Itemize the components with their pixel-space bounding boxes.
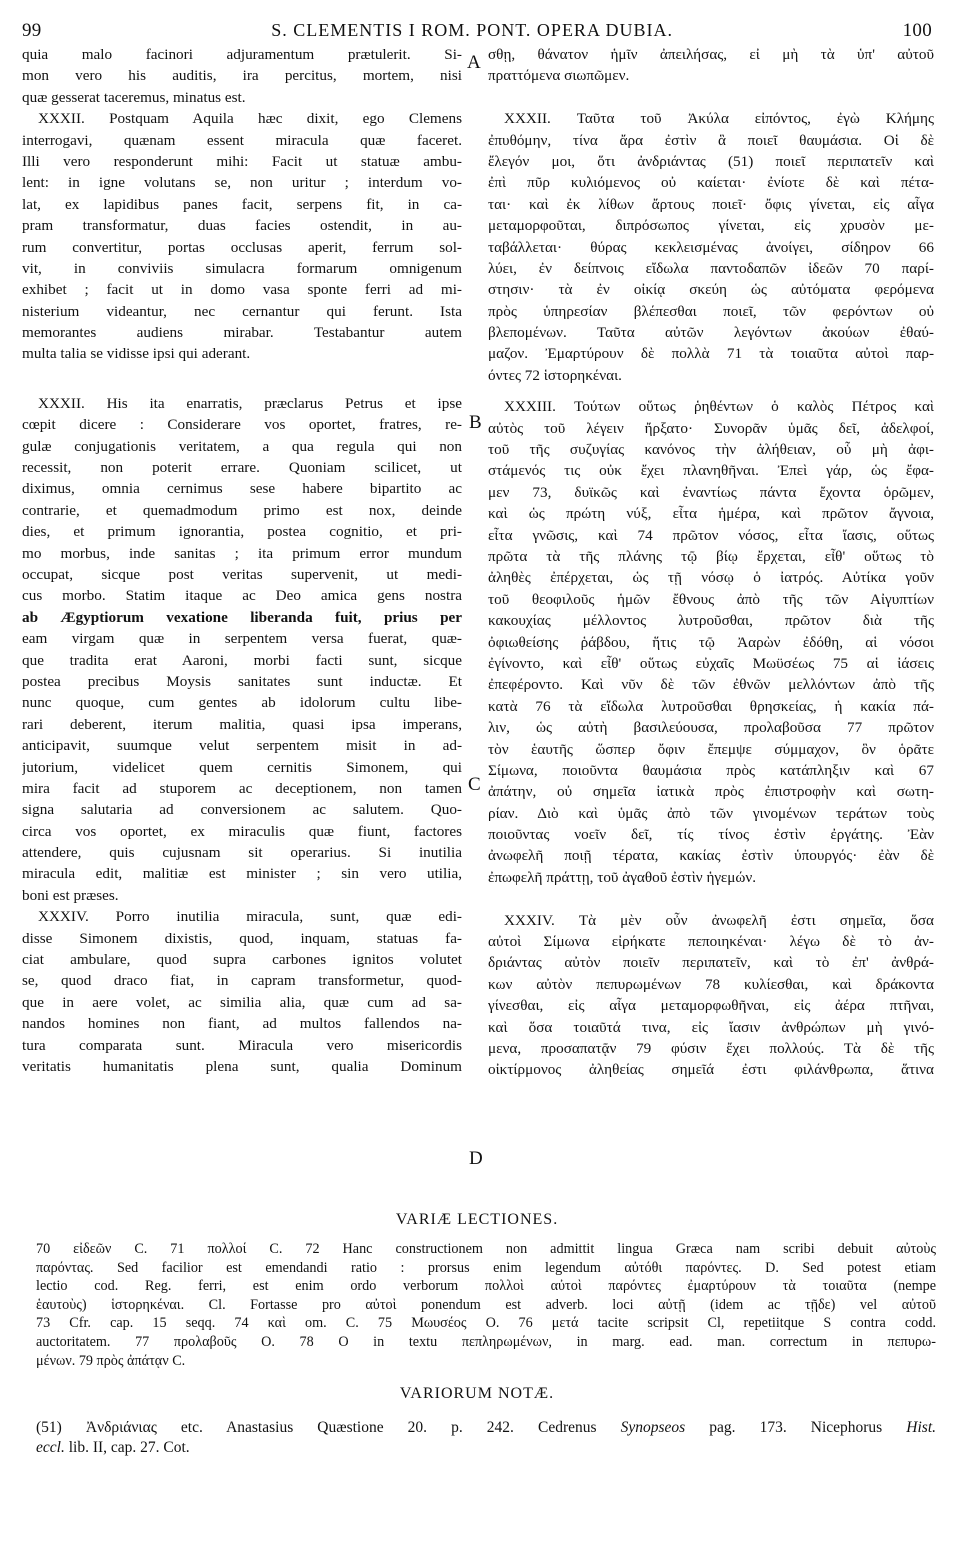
page-header <box>22 20 932 46</box>
latin-paragraph-3 <box>22 393 462 906</box>
text-line: XXXII. Ταῦτα τοῦ Ἀκύλα εἰπόντος, ἐγὼ Κλήμης <box>504 110 934 128</box>
text-line: interrogavi, quænam essent miracula quæ faceret. <box>22 131 462 149</box>
variae-lectiones-heading: VARIÆ LECTIONES. <box>395 1211 559 1228</box>
text-line: τοῦ θεοφιλοῦς ἡμῶν ἔθνους ἀπὸ τῆς τῶν Αἰγυπτίων <box>488 590 934 608</box>
variorum-notae-heading: VARIORUM NOTÆ. <box>399 1385 555 1402</box>
text-line: lat, ex lapidibus panes facit, serpens fit, in ca- <box>22 195 462 213</box>
text-line: gulæ conjugationis veritatem, a qua regula qui non <box>22 437 462 455</box>
text-line: contrarie, et quemadmodum primo est nox, deinde <box>22 501 462 519</box>
text-line: miracula edit, malitiæ est minister ; sin vero utilia, <box>22 865 462 883</box>
text-line: αὐτοὶ Σίμωνα εἰρήκατε πεποιηκέναι· λέγω δὲ τὸ ἀν- <box>488 933 934 951</box>
greek-paragraph-1 <box>488 44 934 87</box>
text-line: rum convertitur, portas occlusas aperit, ferrum sol- <box>22 238 462 256</box>
text-line: λιν, ὡς αὐτὴ βασιλεύουσα, προλαβοῦσα 77 πρῶτον <box>488 719 934 737</box>
text-line: μενα, προσαπατᾷν 79 φύσιν ἔχει πολλούς. Τὰ δὲ τῆς <box>488 1039 934 1057</box>
text-line: XXXIV. Porro inutilia miracula, sunt, quæ edi- <box>38 908 462 926</box>
latin-paragraph-1 <box>22 44 462 108</box>
text-line: ciat ambulare, quod supra carbones ignitos volutet <box>22 951 462 969</box>
text-line: εἶτα γνῶσις, καὶ 74 πρῶτον νόσος, εἶτα ἴασις, οὕτως <box>488 526 934 544</box>
note-line: 70 εἰδεῶν C. 71 πολλοί C. 72 Hanc constructionem non admittit lingua Græca nam scribi debuit αὐτοὺς <box>36 1241 936 1257</box>
text-line: ρίαν. Διὸ καὶ ὑμᾶς ἀπὸ τῶν γινομένων τεράτων τοὺς <box>488 804 934 822</box>
text-line: que in aere volet, ac similia alia, quæ cum ad sa- <box>22 993 462 1011</box>
text-line: disse Simonem dixistis, quod, inquam, statuas fa- <box>22 929 462 947</box>
text-line: nisterium videantur, nec cernantur qui ferunt. Ista <box>22 302 462 320</box>
text-line: ἐπεφέροντο. Καὶ νῦν δὲ τῶν ἐθνῶν μελλόντων ἀπὸ τῆς <box>488 676 934 694</box>
text-line: τοῦ τῆς συζυγίας κανόνος τὴν ἀλήθειαν, οὗ μὴ ἀφι- <box>488 441 934 459</box>
text-line: μεταμορφοῦται, διπρόσωπος γίνεται, εἰς χρυσὸν με- <box>488 217 934 235</box>
text-line: cœpit dicere : Considerare vos oportet, fratres, re- <box>22 416 462 434</box>
text-line: vit, in conviviis simulacra formarum omnigenum <box>22 259 462 277</box>
note-line: παρόντας. Sed facilior est emendandi ratio : prorsus enim legendum αὐτόθι παρόντες. D. Sed potest etiam <box>36 1259 936 1276</box>
text-line: XXXII. His ita enarratis, præclarus Petrus et ipse <box>38 394 462 412</box>
text-line: πρῶτα τὰ τῆς πλάνης τῷ βίῳ ἔρχεται, εἶθ' οὕτως τὸ <box>488 547 934 565</box>
latin-column <box>22 44 462 1077</box>
text-line: ἐπυθόμην, τίνα ἄρα ἐστὶν ἃ ποιεῖ θαυμάσια. Οἱ δὲ <box>488 131 934 149</box>
text-line: όντες 72 ἱστορηκέναι. <box>488 366 622 384</box>
text-line: exhibet ; facit ut in domo vasa sponte ferri ad mi- <box>22 281 462 299</box>
text-line: ταβάλλεται· θύρας κεκλεισμένας ἀνοίγει, σίδηρον 66 <box>488 238 934 256</box>
text-line: ἐγίνοντο, καὶ εἶθ' οὕτως εὐχαῖς Μωϋσέως 75 αἱ ἰάσεις <box>488 654 934 672</box>
text-line: XXXIII. Τούτων οὕτως ῥηθέντων ὁ καλὸς Πέτρος καὶ <box>504 398 934 416</box>
text-line: jutorium, videlicet quem cernitis Simonem, qui <box>22 758 462 776</box>
text-line: eam virgam quæ in serpentem versa fuerat, quæ- <box>22 630 462 648</box>
text-line: multa talia se vidisse ipsi qui aderant. <box>22 345 251 363</box>
margin-letter-a: A <box>467 52 481 73</box>
text-line: mira facit ad stuporem ac deceptionem, non tamen <box>22 779 462 797</box>
text-line: σθῃ, θάνατον ἡμῖν ἀπειλήσας, εἰ μὴ τὰ ὑπ' αὐτοῦ <box>488 46 934 63</box>
latin-paragraph-2 <box>22 108 462 365</box>
latin-paragraph-4 <box>22 906 462 1077</box>
text-line: postea precibus Moysis sanitates sunt inductæ. Et <box>22 672 462 690</box>
note-line: ἑαυτοὺς) ἱστορηκέναι. Cl. Fortasse pro αὐτοὶ ponendum est adverb. loci αὐτῇ (idem ac τῇδε) vel αὐτοῦ <box>36 1296 936 1313</box>
text-line: βλεπομένων. Ταῦτα αὐτῶν λεγόντων ἀκούων ἐθαύ- <box>488 324 934 342</box>
text-line: γίνεσθαι, εἰς αἶγα μεταμορφωθῆναι, εἰς ἀέρα πτῆναι, <box>488 997 934 1015</box>
note-line: auctoritatem. 77 προλαβοῦς O. 78 O in textu πεπληρωμένων, in marg. ead. man. correctum in πεπυρω- <box>36 1333 936 1350</box>
greek-paragraph-3 <box>488 396 934 888</box>
text-line: boni est præses. <box>22 886 119 904</box>
text-line: κων αὐτὸν πεπυρωμένων 78 κυλίεσθαι, καὶ δράκοντα <box>488 975 934 993</box>
text-line: πρὸς ὑπηρεσίαν βλέπεσθαι ποιεῖ, τῶν φερόντων οὐ <box>488 302 934 320</box>
text-line: κατὰ 76 τὰ εἴδωλα λυτροῦσθαι θρησκείας, ἡ κακία πά- <box>488 697 934 715</box>
text-line: quæ gesserat taceremus, minatus est. <box>22 88 246 106</box>
text-line: mon vero his auditis, ira percitus, mortem, nisi <box>22 67 462 85</box>
note-line: 73 Cfr. cap. 15 seqq. 74 καὶ om. C. 75 Μωυσέος O. 76 μετά tacite scripsit Cl, repetiitque S contra codd. <box>36 1315 936 1332</box>
text-line: nunc quoque, cum gentes ab idolorum cultu libe- <box>22 694 462 712</box>
page-number-right: 100 <box>902 20 932 41</box>
text-line: XXXII. Postquam Aquila hæc dixit, ego Clemens <box>38 110 462 128</box>
text-line: cus morbo. Statim itaque ac Deo amica gens nostra <box>22 587 462 605</box>
greek-column <box>488 44 934 1081</box>
text-line: πραττόμενα σιωπῶμεν. <box>488 67 630 85</box>
margin-letter-d: D <box>469 1148 483 1169</box>
text-line: signa salutaria ad conversionem ac salutem. Quo- <box>22 801 462 819</box>
text-line: μαζον. Ἐμαρτύρουν δὲ πολλὰ 71 τὰ τοιαῦτα αὐτοὶ παρ- <box>488 345 934 363</box>
text-line: αὐτὸς τοῦ λέγειν ἤρξατο· Συνορᾶν ὑμᾶς δεῖ, ἀδελφοί, <box>488 419 934 437</box>
note-line: (51) Ἀνδριάνιας etc. Anastasius Quæstione 20. p. 242. Cedrenus Synopseos pag. 173. Nicephorus Hist. <box>36 1419 936 1436</box>
text-line: circa vos oportet, ex miraculis quæ fiunt, factores <box>22 822 462 840</box>
text-line: τὸν ἑαυτῆς ὥσπερ ὄφιν ἔπεμψε σύμμαχον, ὃν ὁρᾶτε <box>488 740 934 758</box>
text-line: mo morbus, inde sanitas ; ita primum error mundum <box>22 544 462 562</box>
text-line: λύει, ἐν δείπνοις εἴδωλα παντοδαπῶν ἰδεῶν 70 παρί- <box>488 259 934 277</box>
text-line: δριάντας αὐτὸν ποιεῖν περιπατεῖν, καὶ τὸ ἐπ' ἀνθρά- <box>488 954 934 972</box>
text-line: κακουχίας μέλλοντος λυτροῦσθαι, πρῶτον διὰ τῆς <box>488 612 934 630</box>
text-line: occupat, sicque post veritas supervenit, ut medi- <box>22 565 462 583</box>
text-line: quia malo facinori adjuramentum prætulerit. Si- <box>22 46 462 63</box>
text-line: se, quod draco fiat, in capram transformetur, quod- <box>22 972 462 990</box>
text-line: ab Ægyptiorum vexatione liberanda fuit, prius per <box>22 608 462 626</box>
text-line: καὶ ὡς πρώτη νύξ, εἶτα ἡμέρα, καὶ πρῶτον ἄγνοια, <box>488 505 934 523</box>
text-line: ἀνωφελῆ ποιῇ τέρατα, κακίας ἐστὶν ὑπουργός· ἐὰν δὲ <box>488 847 934 865</box>
text-line: ὀφιωθείσης ῥάβδου, ἥτις τῷ Ἀαρὼν ἐδόθη, αἱ νόσοι <box>488 633 934 651</box>
text-line: attendere, quis cujusnam sit operarius. Si inutilia <box>22 844 462 862</box>
text-line: dies, et primum ignorantia, postea cognitio, et pri- <box>22 523 462 541</box>
text-line: Σίμωνα, ποιοῦντα θαυμάσια πρὸς κατάπληξιν καὶ 67 <box>488 761 934 779</box>
text-line: ἐπὶ πῦρ κυλιόμενος οὐ καίεται· ἐνίοτε δὲ καὶ πέτα- <box>488 174 934 192</box>
text-line: tura comparata sunt. Miracula vero misericordis <box>22 1036 462 1054</box>
note-line: lectio cod. Reg. ferri, est enim ordo verborum πολλοὶ αὐτοὶ παρόντες ἐμαρτύρουν τὰ τοιαῦτα (nempe <box>36 1278 936 1295</box>
greek-paragraph-2 <box>488 108 934 386</box>
text-line: στησιν· τὰ ἐν οἰκίᾳ σκεύη ὡς αὐτόματα φερόμενα <box>488 281 934 299</box>
text-line: lent: in igne volutans se, non uritur ; interdum vo- <box>22 174 462 192</box>
margin-letter-c: C <box>468 774 481 795</box>
note-line: μένων. 79 πρὸς ἀπάτᾳν C. <box>36 1352 186 1369</box>
text-line: καὶ ὅσα τοιαῦτά τινα, εἰς ἴασιν ἀνθρώπων μὴ γινό- <box>488 1018 934 1036</box>
greek-paragraph-4 <box>488 910 934 1081</box>
text-line: μεν 73, δυϊκῶς καὶ ἐναντίως πάντα ἔχοντα ὁρῶμεν, <box>488 483 934 501</box>
note-line: eccl. lib. II, cap. 27. Cot. <box>36 1438 190 1456</box>
text-line: recessit, non poterit errare. Quoniam scilicet, ut <box>22 459 462 477</box>
variae-lectiones-notes <box>36 1240 936 1370</box>
text-line: ποιοῦντας νοεῖν δεῖ, τίς τίνος ἐστὶν ἐργάτης. Ἐὰν <box>488 826 934 844</box>
text-line: XXXIV. Τὰ μὲν οὖν ἀνωφελῆ ἐστι σημεῖα, ὅσα <box>504 911 934 929</box>
margin-letter-b: B <box>469 412 482 433</box>
text-line: diximus, omnia cernimus sese habere bipartito ac <box>22 480 462 498</box>
text-line: ἐπωφελῆ πράττῃ, τοῦ ἀγαθοῦ ἐστὶν ἡγεμών. <box>488 868 757 886</box>
text-line: memorantes audiens mirabar. Testabantur autem <box>22 324 462 342</box>
text-line: nandos homines non fiant, ad multos fallendos na- <box>22 1015 462 1033</box>
variorum-notae-text <box>36 1418 936 1457</box>
page-number-left: 99 <box>22 20 42 41</box>
text-line: Illi vero responderunt mihi: Facit ut statuæ ambu- <box>22 152 462 170</box>
text-line: anticipavit, suumque velut serpentem misit in ad- <box>22 737 462 755</box>
text-line: οἰκτίρμονος ἀληθείας σημεῖά ἐστι φιλάνθρωπα, ἅτινα <box>488 1061 934 1079</box>
text-line: que tradita erat Aaroni, morbi facti sunt, sicque <box>22 651 462 669</box>
text-line: ἔλεγόν μοι, ὅτι ἀνδριάντας (51) ποιεῖ περιπατεῖν καὶ <box>488 152 934 170</box>
text-line: στάμενός τις οὐκ ἔχει πλανηθῆναι. Ἐπεὶ γάρ, ὡς ἔφα- <box>488 462 934 480</box>
text-line: ἀληθὲς ἐπέρχεται, ὡς τῇ νόσῳ ὁ ἰατρός. Αὐτίκα γοῦν <box>488 569 934 587</box>
text-line: rari deberent, iterum malitia, quasi ipsa imperans, <box>22 715 462 733</box>
text-line: pram transformatur, duas facies ostendit, in au- <box>22 217 462 235</box>
text-line: ται· καὶ ἐκ λίθων ἄρτους ποιεῖ· ὄφις γίνεται, εἰς αἶγα <box>488 195 934 213</box>
running-title: S. CLEMENTIS I ROM. PONT. OPERA DUBIA. <box>271 20 673 40</box>
text-line: ἀπάτην, οὐ σημεῖα ἰατικὰ πρὸς ἐπιστροφὴν καὶ σωτη- <box>488 783 934 801</box>
text-line: veritatis humanitatis plena sunt, qualia Dominum <box>22 1057 462 1075</box>
